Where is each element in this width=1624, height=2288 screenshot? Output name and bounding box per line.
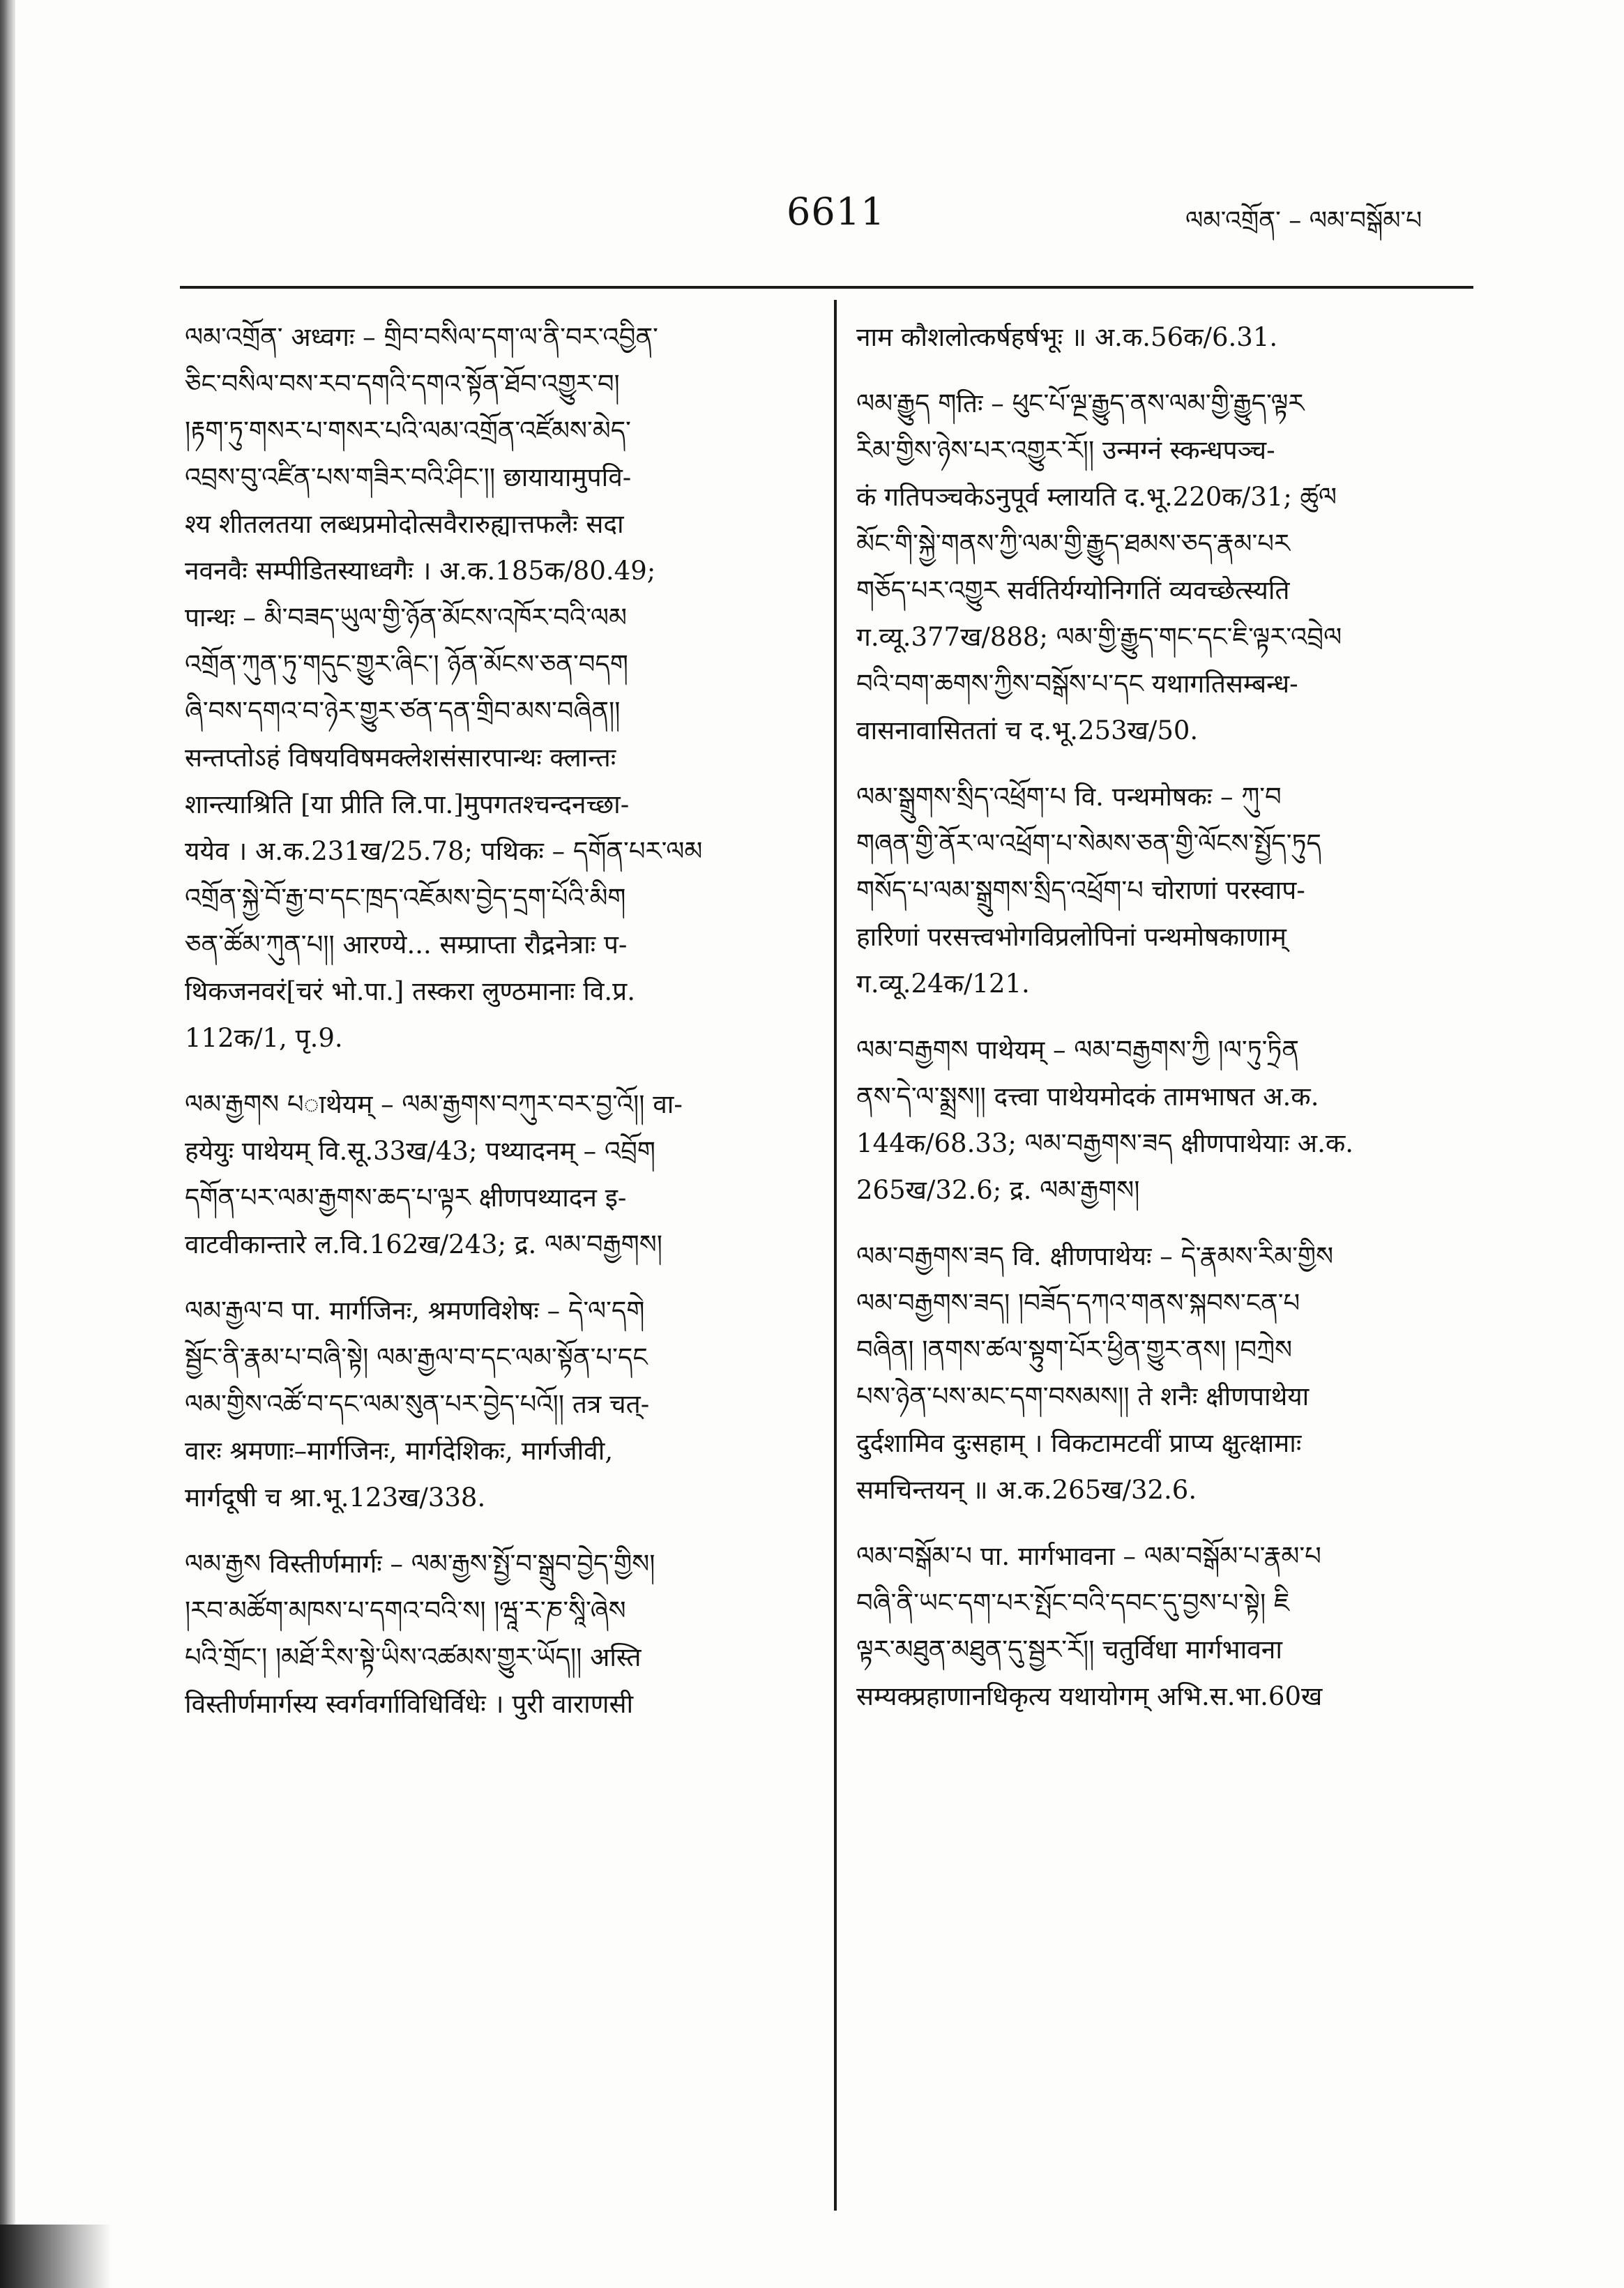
entry-line: 144क/68.33; ལམ་བརྒྱགས་ཟད क्षीणपाथेयाः अ.क. [856,1128,1354,1158]
scan-shadow-edge [0,0,15,2288]
entry-line: वाटवीकान्तारे ल.वि.162ख/243; द्र. ལམ་བརྒྱགས། [185,1229,662,1259]
entry-line: ཅིང་བསིལ་བས་རབ་དགའི་དགའ་སྟོན་ཐོབ་འགྱུར་བ། [185,369,620,399]
entry-line: ཅན་ཚོམ་ཀུན་པ།། आरण्ये... सम्प्राप्ता रौद्रनेत्राः प- [185,930,628,960]
entry-line: ལམ་འགྲོན་ अध्वगः – གྲིབ་བསིལ་དག་ལ་ནི་བར་འབྱིན་ [185,322,658,352]
entry-line: །རབ་མཚོག་མཁས་པ་དགའ་བའི་ས། །ཝཱ་ར་ཎ་སཱི་ཞེས [185,1596,626,1626]
entry-line: པའི་གྲོང་། །མཐོ་རིས་སྟེ་ཡིས་འཚམས་གྱུར་ཡོད།། अस्ति [185,1642,642,1672]
guide-words: ལམ་འགྲོན་ – ལམ་བསྒོམ་པ [1185,206,1422,235]
entry-line: བཞིན། །ནགས་ཚལ་སྟུག་པོར་ཕྱིན་གྱུར་ནས། །བཀྲེས [856,1335,1293,1365]
entry-line: འབྲས་བུ་འཛིན་པས་གཟིར་བའི་ཤིང་།། छायायामुपवि- [185,462,632,492]
dictionary-entry [856,773,1473,1007]
entry-line: བཞི་ནི་ཡང་དག་པར་སྤོང་བའི་དབང་དུ་བྱས་པ་སྟེ། ཇི [856,1588,1290,1618]
header-rule [180,286,1473,289]
entry-line: वासनावासिततां च द.भू.253ख/50. [856,715,1199,745]
entry-line: पान्थः – མི་བཟད་ཡུལ་གྱི་ཉོན་མོངས་འཁོར་བའི་ལམ [185,603,627,632]
entry-line: सम्यक्प्रहाणानधिकृत्य यथायोगम् अभि.स.भा.60ख [856,1681,1323,1711]
entry-line: ལམ་རྒྱལ་བ पा. मार्गजिनः, श्रमणविशेषः – དེ་ལ་དགེ [185,1296,645,1326]
entry-line: གཅོད་པར་འགྱུར सर्वतिर्यग्योनिगतिं व्यवच्छेत्स्यति [856,575,1290,605]
dictionary-entry [856,314,1473,361]
entry-line: རིམ་གྱིས་ཉེས་པར་འགྱུར་རོ།། उन्मग्नं स्कन्धपञ्च- [856,435,1275,465]
entry-line: शान्त्याश्रिति [या प्रीति लि.पा.]मुपगतश्चन्दनच्छा- [185,789,630,819]
scan-shadow-corner [0,2225,112,2288]
entry-line: सन्तप्तोऽहं विषयविषमक्लेशसंसारपान्थः क्लान्तः [185,743,616,773]
left-column [185,314,816,1747]
dictionary-entry [856,1026,1473,1213]
entry-line: པས་ཉེན་པས་མང་དག་བསམས།། ते शनैः क्षीणपाथेया [856,1381,1310,1411]
entry-line: ཞི་བས་དགའ་བ་ཉེར་གྱུར་ཙན་དན་གྲིབ་མས་བཞིན།། [185,696,621,726]
entry-line: འགྲོན་ཀུན་ཏུ་གདུང་གྱུར་ཞིང་། ཉོན་མོངས་ཅན་བདག [185,649,628,679]
dictionary-entry [185,314,816,1061]
entry-line: ग.व्यू.377ख/888; ལམ་གྱི་རྒྱུད་གང་དང་ཇི་ལྟར་འབྲེལ [856,622,1342,652]
entry-line: 265ख/32.6; द्र. ལམ་རྒྱགས། [856,1175,1140,1205]
entry-line: हारिणां परसत्त्वभोगविप्रलोपिनां पन्थमोषकाणाम् [856,922,1287,952]
entry-line: मार्गदूषी च श्रा.भू.123ख/338. [185,1483,486,1513]
entry-line: वारः श्रमणाः–मार्गजिनः, मार्गदेशिकः, मार्गजीवी, [185,1436,614,1466]
entry-line: ལམ་བརྒྱགས पाथेयम् – ལམ་བརྒྱགས་ཀྱི །ལ་ཏུ་ཏྲིན [856,1035,1300,1065]
dictionary-entry [185,1540,816,1727]
entry-line: ལམ་བརྒྱགས་ཟད། །བཟོད་དཀའ་གནས་སྐབས་ངན་པ [856,1288,1300,1318]
entry-line: གསོད་པ་ལམ་སྒྲུགས་སྲིད་འཕྲོག་པ चोराणां परस्वाप- [856,875,1305,905]
entry-line: མོང་གི་སྐྱེ་གནས་ཀྱི་ལམ་གྱི་རྒྱུད་ཐམས་ཅད་རྣམ་པར [856,529,1291,559]
entry-line: ལམ་གྱིས་འཚོ་བ་དང་ལམ་སུན་པར་བྱེད་པའོ།། तत्र चत्- [185,1389,650,1419]
entry-line: ग.व्यू.24क/121. [856,969,1030,999]
entry-line: हयेयुः पाथेयम् वि.सू.33ख/43; पथ्यादनम् – འབྲོག [185,1136,655,1166]
column-divider [834,300,837,2211]
entry-line: ལམ་བསྒོམ་པ पा. मार्गभावना – ལམ་བསྒོམ་པ་རྣམ་པ [856,1541,1321,1571]
entry-line: दुर्दशामिव दुःसहाम् । विकटामटवीं प्राप्य क्षुत्क्षामाः [856,1428,1302,1458]
dictionary-entry [856,380,1473,754]
entry-line: འགྲོན་སྐྱེ་བོ་རྒྱ་བ་དང་ཁྲད་འཇོམས་བྱེད་དྲག་པོའི་མིག [185,883,626,913]
entry-line: विस्तीर्णमार्गस्य स्वर्गवर्गाविधिर्विधेः । पुरी वाराणसी [185,1689,634,1719]
entry-line: གཞན་གྱི་ནོར་ལ་འཕྲོག་པ་སེམས་ཅན་གྱི་ལོངས་སྤྱོད་ཏུད [856,828,1321,858]
entry-line: བའི་བག་ཆགས་ཀྱིས་བསྒོས་པ་དང यथागतिसम्बन्ध- [856,669,1298,699]
entry-line: कं गतिपञ्चकेऽनुपूर्व म्लायति द.भू.220क/31; ཚུལ [856,482,1337,512]
entry-line: नाम कौशलोत्कर्षहर्षभूः ॥ अ.क.56क/6.31. [856,322,1278,352]
dictionary-entry [856,1233,1473,1513]
right-column [856,314,1473,1739]
entry-line: ལམ་བརྒྱགས་ཟད वि. क्षीणपाथेयः – དེ་རྣམས་རིམ་གྱིས [856,1241,1334,1271]
entry-line: །རྟག་ཏུ་གསར་པ་གསར་པའི་ལམ་འགྲོན་འཛོམས་མེད་ [185,416,631,446]
dictionary-entry [185,1287,816,1521]
entry-line: ལམ་སྒྲུགས་སྲིད་འཕྲོག་པ वि. पन्थमोषकः – ཀུ་བ [856,782,1282,812]
entry-line: श्य शीतलतया लब्धप्रमोदोत्सवैरारुह्यात्तफलैः सदा [185,509,624,539]
page-number: 6611 [787,190,886,234]
dictionary-entry [185,1081,816,1268]
entry-line: དགོན་པར་ལམ་རྒྱགས་ཆད་པ་ལྟར क्षीणपथ्यादन इ- [185,1183,627,1213]
entry-line: ལམ་རྒྱགས པाथेयम् – ལམ་རྒྱགས་བཀུར་བར་བྱ་འོ།། वा- [185,1089,683,1119]
entry-line: ནས་དེ་ལ་སྨྲས།། दत्त्वा पाथेयमोदकं तामभाषत अ.क. [856,1082,1319,1112]
entry-line: 112क/1, पृ.9. [185,1023,343,1053]
entry-line: ལྟར་མཐུན་མཐུན་དུ་སྦྱར་རོ།། चतुर्विधा मार्गभावना [856,1635,1282,1665]
dictionary-entry [856,1533,1473,1720]
entry-line: समचिन्तयन् ॥ अ.क.265ख/32.6. [856,1475,1197,1505]
entry-line: थिकजनवरं[चरं भो.पा.] तस्करा लुण्ठमानाः वि.प्र. [185,976,635,1006]
entry-line: ལམ་རྒྱུད གतिः – ཕུང་པོ་ལྔ་རྒྱུད་ནས་ལམ་གྱི་རྒྱུད་ལྟར [856,388,1305,418]
entry-line: ययेव । अ.क.231ख/25.78; पथिकः – དགོན་པར་ལམ [185,836,703,866]
entry-line: སྦྱོང་ནི་རྣམ་པ་བཞི་སྟེ། ལམ་རྒྱལ་བ་དང་ལམ་སྟོན་པ་དང [185,1342,648,1372]
entry-line: ལམ་རྒྱས विस्तीर्णमार्गः – ལམ་རྒྱས་སྤྱོ་བ་སྒྲུབ་བྱེད་གྱིས། [185,1549,655,1579]
entry-line: नवनवैः सम्पीडितस्याध्वगैः । अ.क.185क/80.49; [185,556,656,586]
